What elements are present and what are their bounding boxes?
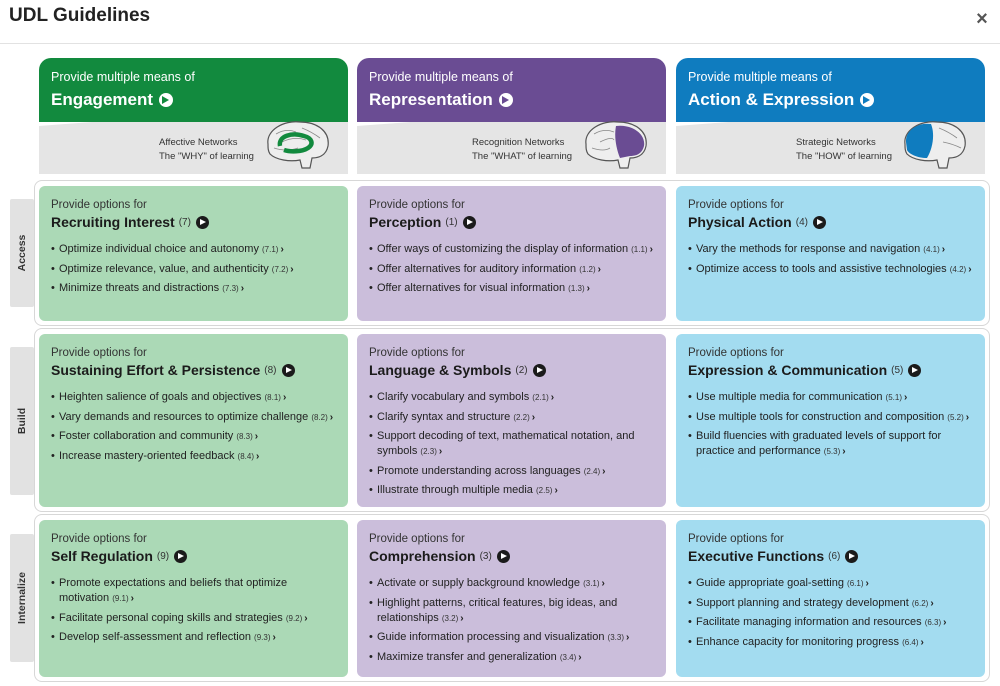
checkpoint-item[interactable] — [688, 615, 975, 630]
header-action-expression[interactable] — [676, 58, 985, 174]
chevron-right-icon: › — [438, 446, 443, 457]
header-lead: Provide multiple means of — [688, 70, 832, 84]
checkpoint-text: Enhance capacity for monitoring progress — [696, 635, 899, 648]
checkpoint-number: (1.3) — [568, 284, 585, 293]
header-engagement[interactable] — [39, 58, 348, 174]
guideline-card — [676, 520, 985, 677]
checkpoint-number: (2.4) — [583, 466, 601, 476]
checkpoint-item[interactable] — [688, 410, 975, 425]
principle-title[interactable]: Engagement — [51, 90, 154, 109]
guideline-card — [676, 186, 985, 321]
chevron-right-icon: › — [254, 431, 259, 442]
chevron-right-icon: › — [290, 263, 294, 275]
guideline-lead: Provide options for — [369, 533, 465, 545]
guideline-number: (8) — [264, 364, 277, 376]
checkpoint-number: (6.3) — [924, 618, 942, 627]
arrow-right-icon[interactable] — [845, 550, 858, 563]
checkpoint-item[interactable] — [369, 650, 656, 665]
chevron-right-icon: › — [550, 392, 555, 403]
checkpoint-number: (4.1) — [923, 245, 940, 254]
checkpoint-number: (8.2) — [311, 412, 328, 422]
checkpoint-number: (3.2) — [441, 613, 459, 623]
principle-title[interactable]: Representation — [369, 90, 493, 109]
checkpoint-text: Promote understanding across languages — [377, 464, 581, 477]
arrow-right-icon[interactable] — [282, 364, 295, 377]
chevron-right-icon: › — [280, 244, 284, 255]
checkpoint-text: Develop self-assessment and reflection — [59, 631, 251, 643]
checkpoint-text: Support planning and strategy development — [696, 596, 909, 609]
network-name: Recognition Networks — [472, 137, 565, 148]
checkpoint-item[interactable] — [369, 410, 656, 425]
chevron-right-icon: › — [903, 392, 908, 403]
chevron-right-icon: › — [920, 636, 924, 648]
checkpoint-text: Clarify vocabulary and symbols — [377, 391, 530, 403]
network-caption — [159, 136, 269, 164]
arrow-right-icon[interactable] — [908, 364, 921, 377]
row-label-access — [10, 199, 34, 307]
chevron-right-icon: › — [256, 450, 260, 462]
checkpoint-item[interactable] — [369, 483, 656, 498]
checkpoint-item[interactable] — [688, 635, 975, 650]
checkpoint-number: (2.2) — [513, 412, 530, 422]
checkpoint-text: Offer alternatives for auditory information — [377, 262, 577, 275]
guideline-card — [357, 520, 666, 677]
chevron-right-icon: › — [625, 632, 630, 643]
guideline-lead: Provide options for — [51, 347, 147, 359]
chevron-right-icon: › — [329, 411, 334, 423]
guideline-number: (9) — [156, 550, 170, 562]
guideline-number: (3) — [479, 550, 492, 562]
arrow-right-icon[interactable] — [196, 216, 209, 229]
row-label-text: Build — [16, 407, 28, 435]
checkpoint-number: (8.3) — [236, 432, 253, 441]
guideline-title[interactable]: Perception — [369, 214, 442, 230]
checkpoint-item[interactable] — [688, 576, 975, 591]
checkpoint-number: (7.2) — [271, 264, 289, 274]
checkpoint-item[interactable] — [369, 262, 656, 277]
network-why: The "WHAT" of learning — [472, 151, 573, 162]
guideline-card — [39, 520, 348, 677]
checkpoint-number: (8.4) — [237, 451, 254, 461]
guideline-card — [357, 334, 666, 507]
brain-recognition-icon — [580, 118, 650, 170]
checkpoint-number: (3.4) — [559, 652, 577, 662]
checkpoint-text: Vary demands and resources to optimize challenge — [59, 410, 309, 423]
guideline-number: (6) — [828, 550, 841, 562]
checkpoint-number: (5.3) — [823, 447, 841, 456]
checkpoint-text: Facilitate managing information and resources — [696, 616, 922, 628]
checkpoint-text: Offer ways of customizing the display of information — [377, 243, 629, 255]
checkpoint-item[interactable] — [51, 449, 338, 464]
checkpoint-item[interactable] — [51, 630, 338, 645]
guideline-lead: Provide options for — [688, 199, 784, 211]
chevron-right-icon: › — [601, 578, 605, 589]
checkpoint-number: (6.1) — [847, 579, 864, 588]
checkpoint-item[interactable] — [51, 576, 338, 606]
checkpoint-text: Highlight patterns, critical features, big ideas, and relationships — [377, 596, 618, 624]
checkpoint-text: Offer alternatives for visual information — [377, 282, 566, 294]
guideline-number: (4) — [795, 216, 808, 228]
guideline-title[interactable]: Executive Functions — [688, 548, 825, 564]
network-why: The "HOW" of learning — [796, 151, 892, 162]
row-label-internalize — [10, 534, 34, 662]
arrow-right-icon[interactable] — [174, 550, 187, 563]
checkpoint-number: (8.1) — [264, 393, 281, 402]
arrow-right-icon[interactable] — [860, 93, 874, 107]
chevron-right-icon: › — [602, 465, 606, 477]
network-why: The "WHY" of learning — [159, 151, 254, 162]
network-name: Affective Networks — [159, 137, 238, 148]
network-caption — [472, 136, 582, 164]
header-band — [39, 58, 348, 122]
checkpoint-text: Optimize individual choice and autonomy — [59, 243, 259, 255]
arrow-right-icon[interactable] — [497, 550, 510, 563]
arrow-right-icon[interactable] — [533, 364, 546, 377]
brain-affective-icon — [262, 118, 332, 170]
guideline-card — [39, 334, 348, 507]
guideline-lead: Provide options for — [369, 347, 465, 359]
checkpoint-text: Optimize relevance, value, and authenticity — [59, 262, 269, 275]
chevron-right-icon: › — [282, 392, 287, 403]
checkpoint-text: Optimize access to tools and assistive technologies — [696, 262, 947, 275]
header-lead: Provide multiple means of — [51, 70, 195, 84]
chevron-right-icon: › — [130, 593, 134, 604]
guideline-number: (2) — [515, 364, 528, 376]
guideline-card — [676, 334, 985, 507]
checkpoint-number: (6.2) — [911, 598, 929, 608]
arrow-right-icon[interactable] — [463, 216, 476, 229]
checkpoint-text: Guide information processing and visualization — [377, 631, 605, 643]
chevron-right-icon: › — [586, 283, 590, 294]
checkpoint-item[interactable] — [688, 390, 975, 405]
checkpoint-number: (3.3) — [607, 633, 624, 642]
checkpoint-text: Illustrate through multiple media — [377, 484, 533, 496]
principle-title[interactable]: Action & Expression — [688, 90, 855, 109]
guideline-title[interactable]: Language & Symbols — [369, 362, 512, 378]
guideline-title[interactable]: Self Regulation — [51, 548, 153, 564]
dialog-header — [0, 0, 1000, 44]
checkpoint-text: Increase mastery-oriented feedback — [59, 449, 235, 462]
chevron-right-icon: › — [531, 411, 536, 423]
chevron-right-icon: › — [304, 612, 308, 624]
checkpoint-text: Build fluencies with graduated levels of support for practice and performance — [696, 430, 942, 457]
checkpoint-text: Heighten salience of goals and objectives — [59, 391, 262, 403]
checkpoint-number: (4.2) — [949, 264, 967, 274]
chevron-right-icon: › — [842, 446, 846, 457]
row-label-text: Internalize — [16, 572, 28, 624]
checkpoint-number: (5.2) — [947, 412, 964, 422]
checkpoint-text: Use multiple media for communication — [696, 391, 883, 403]
checkpoint-item[interactable] — [51, 390, 338, 405]
checkpoint-text: Vary the methods for response and navigation — [696, 243, 921, 255]
guideline-title[interactable]: Sustaining Effort & Persistence — [51, 362, 261, 378]
checkpoint-item[interactable] — [688, 262, 975, 277]
checkpoint-number: (1.1) — [631, 245, 648, 254]
checkpoint-number: (9.2) — [285, 613, 303, 623]
chevron-right-icon: › — [968, 263, 972, 275]
checkpoint-text: Minimize threats and distractions — [59, 282, 220, 294]
checkpoint-item[interactable] — [51, 281, 338, 296]
checkpoint-item[interactable] — [369, 630, 656, 645]
guideline-number: (7) — [178, 216, 191, 228]
checkpoint-item[interactable] — [51, 410, 338, 425]
checkpoint-text: Support decoding of text, mathematical notation, and symbols — [377, 430, 635, 457]
checkpoint-item[interactable] — [51, 611, 338, 626]
checkpoint-number: (3.1) — [583, 579, 600, 588]
chevron-right-icon: › — [597, 263, 601, 275]
checkpoint-item[interactable] — [688, 596, 975, 611]
header-band — [676, 58, 985, 122]
chevron-right-icon: › — [965, 411, 970, 423]
checkpoint-item[interactable] — [369, 596, 656, 626]
guideline-title[interactable]: Recruiting Interest — [51, 214, 175, 230]
guideline-number: (5) — [891, 364, 904, 376]
brain-strategic-icon — [899, 118, 969, 170]
checkpoint-number: (6.4) — [902, 637, 919, 647]
chevron-right-icon: › — [578, 651, 582, 663]
network-caption — [796, 136, 906, 164]
guideline-title[interactable]: Physical Action — [688, 214, 792, 230]
arrow-right-icon[interactable] — [499, 93, 513, 107]
arrow-right-icon[interactable] — [159, 93, 173, 107]
checkpoint-item[interactable] — [688, 242, 975, 257]
checkpoint-text: Guide appropriate goal-setting — [696, 577, 844, 589]
checkpoint-item[interactable] — [688, 429, 975, 459]
row-label-build — [10, 347, 34, 495]
checkpoint-text: Maximize transfer and generalization — [377, 650, 557, 663]
checkpoint-number: (1.2) — [579, 264, 596, 274]
header-representation[interactable] — [357, 58, 666, 174]
checkpoint-item[interactable] — [369, 390, 656, 405]
checkpoint-number: (2.1) — [532, 393, 549, 402]
checkpoint-text: Clarify syntax and structure — [377, 410, 511, 423]
checkpoint-item[interactable] — [369, 464, 656, 479]
checkpoint-item[interactable] — [51, 242, 338, 257]
guideline-lead: Provide options for — [51, 199, 147, 211]
checkpoint-number: (2.3) — [420, 447, 437, 456]
header-lead: Provide multiple means of — [369, 70, 513, 84]
network-name: Strategic Networks — [796, 137, 876, 148]
guideline-lead: Provide options for — [688, 347, 784, 359]
dialog-title: UDL Guidelines — [9, 5, 151, 26]
checkpoint-item[interactable] — [369, 429, 656, 459]
chevron-right-icon: › — [272, 632, 276, 643]
checkpoint-text: Foster collaboration and community — [59, 430, 234, 442]
guideline-lead: Provide options for — [688, 533, 784, 545]
chevron-right-icon: › — [941, 244, 946, 255]
checkpoint-number: (2.5) — [535, 486, 553, 495]
close-icon[interactable]: × — [976, 8, 988, 30]
guideline-card — [357, 186, 666, 321]
guideline-lead: Provide options for — [51, 533, 147, 545]
chevron-right-icon: › — [554, 485, 558, 496]
guideline-lead: Provide options for — [369, 199, 465, 211]
arrow-right-icon[interactable] — [813, 216, 826, 229]
chevron-right-icon: › — [649, 244, 653, 255]
guideline-card — [39, 186, 348, 321]
checkpoint-number: (7.1) — [262, 245, 279, 254]
chevron-right-icon: › — [240, 283, 245, 294]
chevron-right-icon: › — [943, 617, 947, 628]
chevron-right-icon: › — [930, 597, 934, 609]
header-band — [357, 58, 666, 122]
checkpoint-item[interactable] — [51, 262, 338, 277]
checkpoint-item[interactable] — [369, 242, 656, 257]
checkpoint-text: Use multiple tools for construction and composition — [696, 410, 945, 423]
guideline-title[interactable]: Comprehension — [369, 548, 476, 564]
guideline-number: (1) — [445, 216, 458, 228]
checkpoint-text: Facilitate personal coping skills and strategies — [59, 611, 283, 624]
checkpoint-text: Activate or supply background knowledge — [377, 577, 581, 589]
chevron-right-icon: › — [460, 612, 464, 624]
checkpoint-text: Promote expectations and beliefs that optimize motivation — [59, 577, 288, 604]
checkpoint-number: (7.3) — [222, 284, 239, 293]
checkpoint-item[interactable] — [369, 281, 656, 296]
row-label-text: Access — [16, 234, 28, 272]
checkpoint-number: (9.1) — [112, 594, 129, 603]
checkpoint-number: (9.3) — [254, 633, 271, 642]
checkpoint-item[interactable] — [369, 576, 656, 591]
chevron-right-icon: › — [865, 578, 869, 589]
checkpoint-item[interactable] — [51, 429, 338, 444]
checkpoint-number: (5.1) — [885, 393, 902, 402]
guideline-title[interactable]: Expression & Communication — [688, 362, 888, 378]
